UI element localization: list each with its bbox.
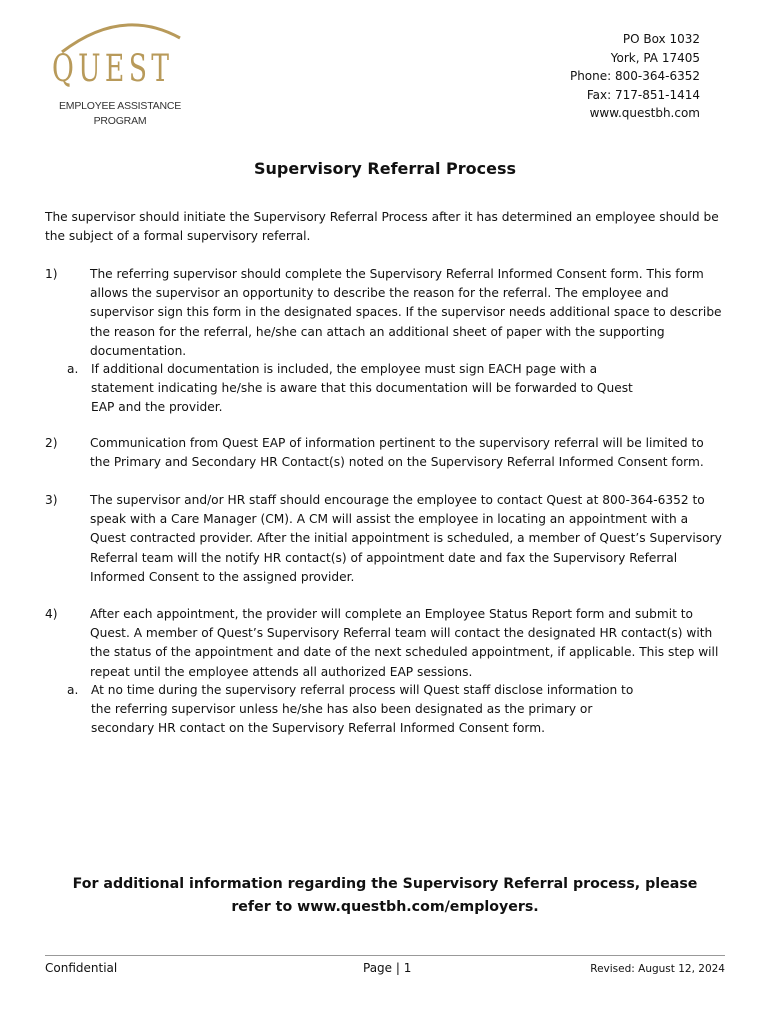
- list-item-text: The supervisor and/or HR staff should encourage the employee to contact Quest at 800-364-6352 to speak with a Care Manager (CM). A CM will assist the employee in locating an appointment with a Quest contracted provider. After the initial appointment is scheduled, a member of Quest’s Supervisory Referral team will the notify HR contact(s) of appointment date and fax the Supervisory Referral Informed Consent to the assigned provider.: [90, 493, 722, 584]
- address-city: York, PA 17405: [610, 50, 700, 65]
- closing-note: For additional information regarding the Supervisory Referral process, please refer to www.questbh.com/employers.: [72, 876, 698, 915]
- intro-paragraph: The supervisor should initiate the Supervisory Referral Process after it has determined an employee should be the subject of a formal supervisory referral.: [45, 210, 719, 244]
- list-number: 2): [45, 436, 58, 450]
- sub-list-text: At no time during the supervisory referral process will Quest staff disclose information to the referring supervisor unless he/she has also been designated as the primary or secondary HR contact on the Supervisory Referral Informed Consent form.: [91, 683, 634, 736]
- address-website: www.questbh.com: [589, 106, 700, 121]
- address-po-box: PO Box 1032: [622, 32, 700, 46]
- list-number: 4): [45, 607, 58, 621]
- list-item-text: Communication from Quest EAP of information pertinent to the supervisory referral will be limited to the Primary and Secondary HR Contact(s) noted on the Supervisory Referral Informed Consent form.: [90, 436, 704, 470]
- address-block: [570, 30, 700, 123]
- footer-revised-date: Revised: August 12, 2024: [590, 963, 725, 975]
- footer-page-number: Page | 1: [363, 961, 412, 975]
- logo-line-2: PROGRAM: [93, 115, 147, 127]
- list-number: 3): [45, 493, 58, 507]
- logo-wordmark: QUEST: [52, 47, 174, 90]
- sub-list-letter: a.: [67, 362, 79, 376]
- list-number: 1): [45, 267, 58, 281]
- sub-list-text: If additional documentation is included, the employee must sign EACH page with a statement indicating he/she is aware that this documentation will be forwarded to Quest EAP and the provider.: [91, 362, 633, 415]
- address-phone: Phone: 800-364-6352: [569, 69, 700, 84]
- footer-confidential: Confidential: [45, 961, 118, 975]
- sub-list-letter: a.: [67, 683, 79, 697]
- page-title: Supervisory Referral Process: [253, 159, 517, 178]
- list-item-text: The referring supervisor should complete the Supervisory Referral Informed Consent form. This form allows the supervisor an opportunity to describe the reason for the referral. The employee and supervisor sign this form in the designated spaces. If the supervisor needs additional space to describe the reason for the referral, he/she can attach an additional sheet of paper with the supporting documentation.: [90, 267, 722, 358]
- list-item-text: After each appointment, the provider will complete an Employee Status Report form and submit to Quest. A member of Quest’s Supervisory Referral team will contact the designated HR contact(s) with the status of the appointment and date of the next scheduled appointment, if applicable. This step will repeat until the employee attends all authorized EAP sessions.: [90, 607, 719, 679]
- footer-divider: [45, 955, 725, 956]
- address-fax: Fax: 717-851-1414: [586, 87, 700, 102]
- quest-logo: [52, 14, 182, 130]
- logo-line-1: EMPLOYEE ASSISTANCE: [58, 100, 182, 112]
